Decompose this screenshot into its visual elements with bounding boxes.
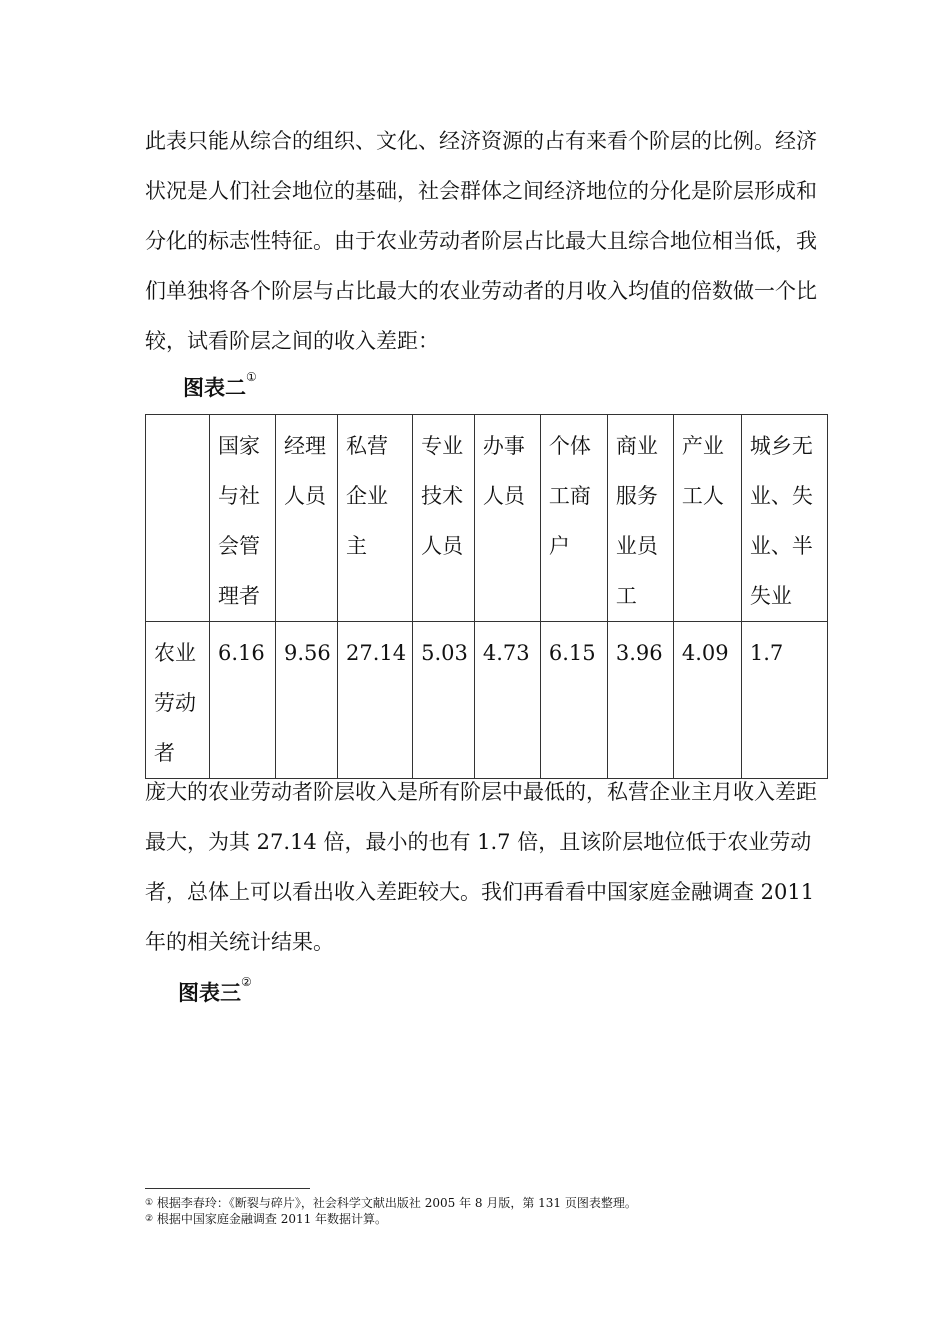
footnotes xyxy=(145,1195,637,1227)
table-header-cell: 商业服务业员工 xyxy=(607,415,673,622)
table-cell: 4.73 xyxy=(474,622,540,779)
footnote-text: 根据中国家庭金融调查 2011 年数据计算。 xyxy=(153,1212,388,1226)
chart3-title: 图表三 xyxy=(178,981,241,1005)
footnote-text: 根据李春玲：《断裂与碎片》，社会科学文献出版社 2005 年 8 月版，第 131 页图表整理。 xyxy=(153,1196,637,1210)
table-header-cell: 个体工商户 xyxy=(540,415,607,622)
chart2-heading xyxy=(183,372,257,402)
table-cell: 27.14 xyxy=(338,622,413,779)
footnote-divider xyxy=(145,1188,310,1189)
table-cell: 5.03 xyxy=(413,622,475,779)
table-cell: 1.7 xyxy=(741,622,827,779)
table-cell: 9.56 xyxy=(276,622,338,779)
body-paragraph: 此表只能从综合的组织、文化、经济资源的占有来看个阶层的比例。经济状况是人们社会地位的基础，社会群体之间经济地位的分化是阶层形成和分化的标志性特征。由于农业劳动者阶层占比最大且综合地位相当低，我们单独将各个阶层与占比最大的农业劳动者的月收入均值的倍数做一个比较，试看阶层之间的收入差距： xyxy=(145,129,817,353)
table-cell: 4.09 xyxy=(673,622,741,779)
footnote-item xyxy=(145,1195,637,1211)
table-header-cell: 国家与社会管理者 xyxy=(210,415,276,622)
chart2-title: 图表二 xyxy=(183,376,246,400)
table-cell: 6.15 xyxy=(540,622,607,779)
table-row xyxy=(146,622,828,779)
table-cell: 6.16 xyxy=(210,622,276,779)
table-header-cell: 办事人员 xyxy=(474,415,540,622)
footnote-mark: ① xyxy=(145,1198,154,1208)
table-corner-cell xyxy=(146,415,210,622)
table-header-cell: 产业工人 xyxy=(673,415,741,622)
table-header-cell: 专业技术人员 xyxy=(413,415,475,622)
income-ratio-table xyxy=(145,414,828,779)
footnote-ref-1: ① xyxy=(246,370,257,384)
table-header-row xyxy=(146,415,828,622)
table-row-label: 农业劳动者 xyxy=(146,622,210,779)
table-header-cell: 私营企业主 xyxy=(338,415,413,622)
table-header-cell: 经理人员 xyxy=(276,415,338,622)
chart3-heading xyxy=(178,977,252,1007)
footnote-mark: ② xyxy=(145,1214,154,1224)
footnote-ref-2: ② xyxy=(241,975,252,989)
table-header-cell: 城乡无业、失业、半失业 xyxy=(741,415,827,622)
table-cell: 3.96 xyxy=(607,622,673,779)
footnote-item xyxy=(145,1211,637,1227)
body-paragraph: 庞大的农业劳动者阶层收入是所有阶层中最低的，私营企业主月收入差距最大，为其 27.14 倍，最小的也有 1.7 倍，且该阶层地位低于农业劳动者，总体上可以看出收入差距较大。我们再看看中国家庭金融调查 2011 年的相关统计结果。 xyxy=(145,780,817,954)
